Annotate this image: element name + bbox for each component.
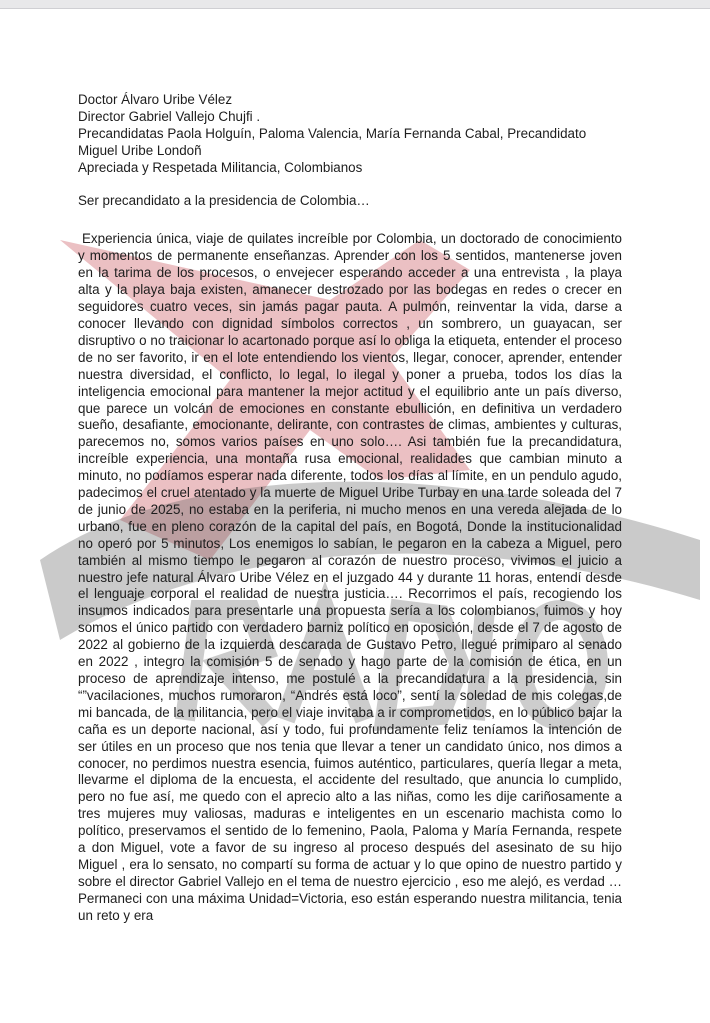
letter-body: Experiencia única, viaje de quilates increíble por Colombia, un doctorado de conocimiento y momentos de permanente enseñanzas. Aprender con los 5 sentidos, mantenerse joven en la tarima de los procesos, o envejecer esperando acceder a una entrevista , la playa alta y la playa baja existen, amanecer destrozado por las bodegas en redes o crecer en seguidores cuatro veces, sin jamás pagar pauta. A pulmón, reinventar la vida, darse a conocer llevando con dignidad símbolos correctos , un sombrero, un guayacan, ser disruptivo o no traicionar lo acartonado porque así lo obliga la etiqueta, entender el proceso de no ser favorito, ir en el lote entendiendo los vientos, llegar, conocer, aprender, entender nuestra diversidad, el conflicto, lo legal, lo ilegal y poner a prueba, todos los días la inteligencia emocional para mantener la mejor actitud y el equilibrio ante un país diverso, que parece un volcán de emociones en constante ebullición, en definitiva un verdadero sueño, desafiante, emocionante, delirante, con contrastes de climas, ambientes y culturas, parecemos no, somos varios países en uno solo…. Asi también fue la precandidatura, increíble experiencia, una montaña rusa emocional, realidades que cambian minuto a minuto, no podíamos esperar nada diferente, todos los días al límite, en un pendulo agudo, padecimos el cruel atentado y la muerte de Miguel Uribe Turbay en una tarde soleada del 7 de junio de 2025, no estaba en la periferia, ni mucho menos en una vereda alejada de lo urbano, fue en pleno corazón de la capital del país, en Bogotá, Donde la institucionalidad no operó por 5 minutos, Los enemigos lo sabían, le pegaron en la cabeza a Miguel, pero también al mismo tiempo le pegaron al corazón de nuestro proceso, vivimos el juicio a nuestro jefe natural Álvaro Uribe Vélez en el juzgado 44 y durante 11 horas, entendí desde el lenguaje corporal el realidad de nuestra justicia…. Recorrimos el país, recogiendo los insumos indicados para presentarle una propuesta sería a los colombianos, fuimos y hoy somos el único partido con verdadero barniz político en oposición, desde el 7 de agosto de 2022 al gobierno de la izquierda descarada de Gustavo Petro, llegué primiparo al senado en 2022 , integro la comisión 5 de senado y hago parte de la comisión de ética, en un proceso de aprendizaje intenso, me postulé a la precandidatura a la presidencia, sin “”vacilaciones, muchos rumoraron, “Andrés está loco”, sentí la soledad de mis colegas,de mi bancada, de la militancia, pero el viaje invitaba a ir comprometidos, en lo público bajar la caña es un deporte nacional, así y todo, fui profundamente feliz teníamos la intención de ser útiles en un proceso que nos tenia que llevar a tener un candidato único, nos dimos a conocer, no perdimos nuestra esencia, fuimos auténtico, particulares, quería llegar a meta, llevarme el diploma de la encuesta, el accidente del resultado, que anuncia lo cumplido, pero no fue así, me quedo con el aprecio alto a las niñas, como les dije cariñosamente a tres mujeres muy valiosas, maduras e inteligentes en un escenario machista como lo político, preservamos el sentido de lo femenino, Paola, Paloma y María Fernanda, respete a don Miguel, vote a favor de su ingreso al proceso después del asesinato de su hijo Miguel , era lo sensato, no compartí su forma de actuar y lo que opino de nuestro partido y sobre el director Gabriel Vallejo en el tema de nuestro ejercicio , eso me alejó, es verdad … Permaneci con una máxima Unidad=Victoria, eso están esperando nuestra militancia, tenia un reto y era: [78, 231, 622, 923]
addressee-line: Director Gabriel Vallejo Chujfi .: [78, 108, 261, 124]
addressee-line: Precandidatas Paola Holguín, Paloma Valencia, María Fernanda Cabal, Precandidato Miguel Uribe Londoñ: [78, 125, 587, 158]
addressee-line: Doctor Álvaro Uribe Vélez: [78, 92, 233, 107]
letter-page: [78, 92, 622, 925]
browser-top-bar: [0, 0, 710, 9]
letter-addressees: [78, 92, 622, 177]
addressee-line: Apreciada y Respetada Militancia, Colombianos: [78, 159, 363, 175]
letter-greeting: Ser precandidato a la presidencia de Colombia…: [78, 192, 370, 208]
